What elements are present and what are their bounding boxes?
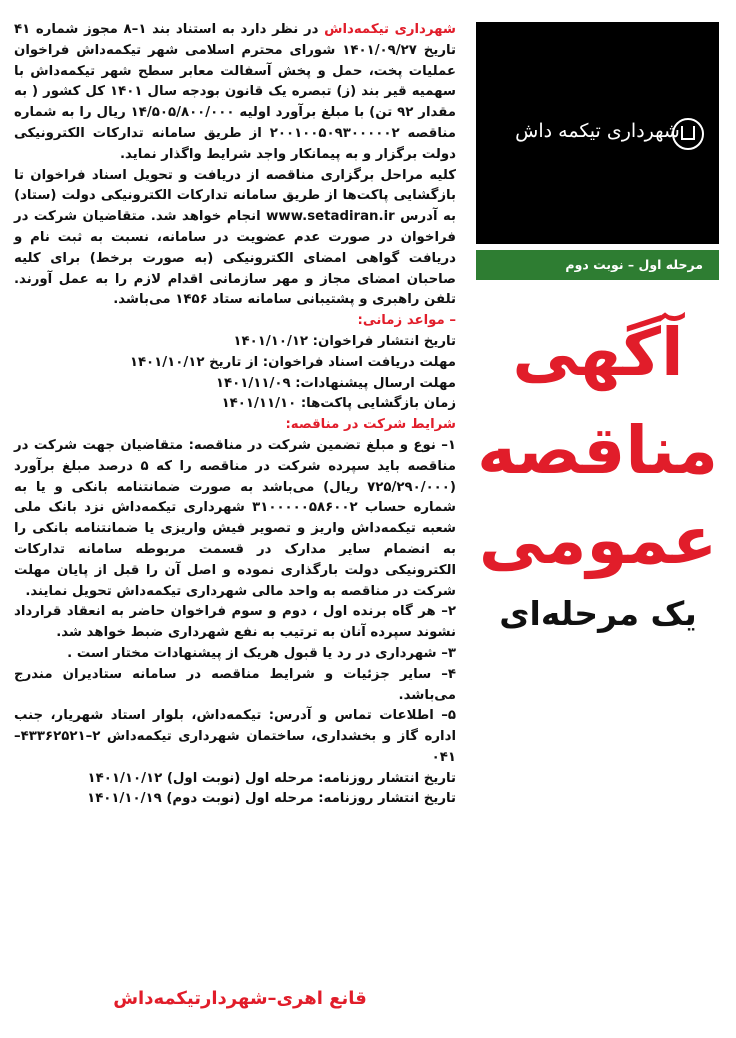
condition-item: ۳– شهرداری در رد یا قبول هریک از پیشنهادات مختار است . (67, 645, 456, 661)
organization-name: شهرداری تیکمه‌داش (324, 22, 456, 37)
title-line-1: آگهی (512, 314, 684, 391)
condition-item: ۵– اطلاعات تماس و آدرس: تیکمه‌داش، بلوار استاد شهریار، جنب اداره گاز و بخشداری، ساختمان شهرداری تیکمه‌داش ۲–۴۳۳۶۲۵۲۱–۰۴۱ (14, 708, 456, 765)
publication-date: تاریخ انتشار روزنامه: مرحله اول (نوبت دوم) ۱۴۰۱/۱۰/۱۹ (87, 791, 456, 807)
publication-date: تاریخ انتشار روزنامه: مرحله اول (نوبت اول) ۱۴۰۱/۱۰/۱۲ (87, 770, 456, 786)
condition-item: ۱– نوع و مبلغ تضمین شرکت در مناقصه: متقاضیان جهت شرکت در مناقصه باید سپرده شرکت در مناقصه را که ۵ درصد مبلغ برآورد (۷۲۵/۲۹۰/۰۰۰ ریال) می‌باشد به صورت ضمانتنامه بانکی و یا به شماره حساب ۳۱۰۰۰۰۰۵۸۶۰۰۲ شهرداری تیکمه‌داش نزد بانک ملی شعبه تیکمه‌داش واریز و تصویر فیش واریزی یا ضمانتنامه بانکی را به انضمام سایر مدارک در قسمت مربوطه سامانه تدارکات الکترونیکی دولت بارگذاری نموده و اصل آن را قبل از پایان مهلت شرکت در مناقصه به واحد مالی شهرداری تیکمه‌داش تحویل نمایند. (14, 437, 456, 599)
schedule-item: مهلت ارسال پیشنهادات: ۱۴۰۱/۱۱/۰۹ (215, 375, 456, 391)
title-line-3: عمومی (478, 502, 718, 579)
schedule-item: زمان بازگشایی پاکت‌ها: ۱۴۰۱/۱۱/۱۰ (221, 396, 456, 412)
schedule-heading: – مواعد زمانی: (357, 313, 456, 329)
notice-body (14, 20, 456, 810)
condition-item: ۲– هر گاه برنده اول ، دوم و سوم فراخوان حاضر به انعقاد قرارداد نشوند سپرده آنان به ترتیب به نفع شهرداری ضبط خواهد شد. (14, 604, 456, 641)
setad-url-link[interactable]: www.setadiran.ir (266, 209, 395, 225)
intro-text: در نظر دارد به استناد بند ۱–۸ مجوز شماره ۴۱ تاریخ ۱۴۰۱/۰۹/۲۷ شورای محترم اسلامی شهر تیکمه‌داش فراخوان عملیات پخت، حمل و پخش آسفالت معابر سطح شهر تیکمه‌داش با سهمیه قیر بند (ز) تبصره یک قانون بودجه سال ۱۴۰۱ کل کشور ( به مقدار ۹۲ تن) با مبلغ برآورد اولیه ۱۴/۵۰۵/۸۰۰/۰۰۰ ریال را به شماره مناقصه ۲۰۰۱۰۰۵۰۹۳۰۰۰۰۰۲ از طریق سامانه تدارکات الکترونیکی دولت برگزار و به پیمانکار واجد شرایط واگذار نماید. (14, 22, 457, 162)
title-line-2: مناقصه (477, 412, 718, 489)
condition-item: ۴– سایر جزئیات و شرایط مناقصه در سامانه ستادیران مندرج می‌باشد. (14, 666, 456, 703)
schedule-item: تاریخ انتشار فراخوان: ۱۴۰۱/۱۰/۱۲ (233, 333, 456, 349)
stages-text-1: کلیه مراحل برگزاری مناقصه از دریافت و تحویل اسناد فراخوان تا بازگشایی پاکت‌ها از طریق سامانه تدارکات الکترونیکی دولت (ستاد) به آدرس (14, 167, 457, 225)
municipality-name: شهرداری تیکمه داش (515, 120, 680, 142)
stages-paragraph (14, 166, 456, 312)
stages-text-2: انجام خواهد شد. متقاضیان شرکت در فراخوان در صورت عدم عضویت در سامانه، نسبت به ثبت نام و دریافت گواهی امضای الکترونیکی (به صورت برخط) برای کلیه صاحبان امضای مجاز و مهر سازمانی اقدام لازم را به عمل آورند. تلفن راهبری و پشتیبانی سامانه ستاد ۱۴۵۶ می‌باشد. (14, 209, 456, 308)
schedule-item: مهلت دریافت اسناد فراخوان: از تاریخ ۱۴۰۱/۱۰/۱۲ (129, 354, 456, 370)
stage-label: مرحله اول – نوبت دوم (476, 250, 719, 280)
municipality-emblem-icon (672, 118, 704, 150)
title-line-4: یک مرحله‌ای (499, 594, 697, 633)
municipality-logo-box (476, 22, 719, 244)
conditions-heading: شرایط شرکت در مناقصه: (285, 417, 456, 433)
intro-paragraph (14, 20, 456, 166)
signature: قانع اهری–شهردارتیکمه‌داش (113, 988, 367, 1009)
